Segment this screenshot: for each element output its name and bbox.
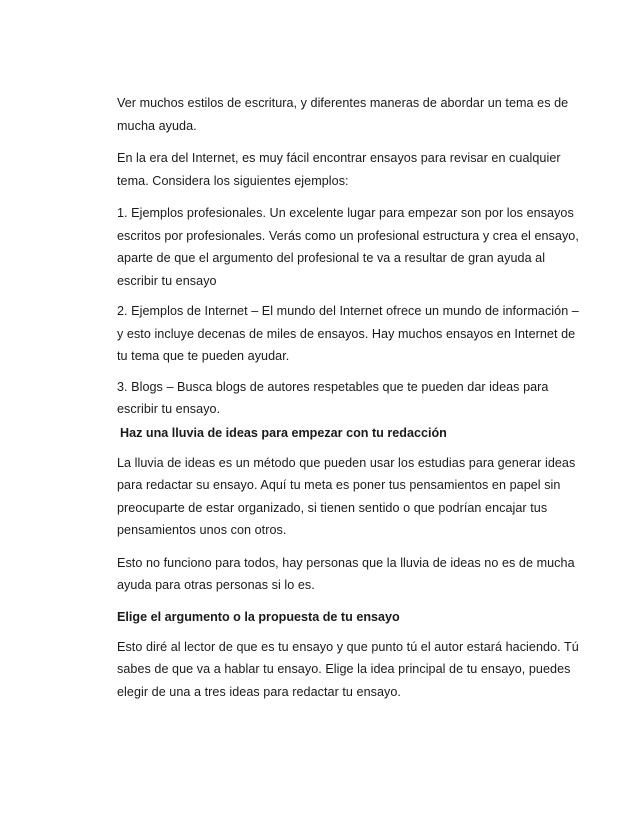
paragraph-styles-intro: Ver muchos estilos de escritura, y diferentes maneras de abordar un tema es de mucha ayuda. (117, 96, 569, 133)
paragraph-internet-examples: 2. Ejemplos de Internet – El mundo del Internet ofrece un mundo de información – y esto incluye decenas de miles de ensayos. Hay muchos ensayos en Internet de tu tema que te pueden ayudar. (117, 304, 579, 363)
paragraph-internet-era: En la era del Internet, es muy fácil encontrar ensayos para revisar en cualquier tema. Considera los siguientes ejemplos: (117, 151, 561, 188)
document-page (117, 92, 587, 703)
paragraph-blogs: 3. Blogs – Busca blogs de autores respetables que te pueden dar ideas para escribir tu ensayo. (117, 379, 549, 416)
paragraph-brainstorm-method: La lluvia de ideas es un método que pueden usar los estudias para generar ideas para redactar su ensayo. Aquí tu meta es poner tus pensamientos en papel sin preocuparte de estar organizado, si tienen sentido o que podrían encajar tus pensamientos unos con otros. (117, 455, 576, 537)
paragraph-thesis: Esto diré al lector de que es tu ensayo y que punto tú el autor estará haciendo. Tú sabes de que va a hablar tu ensayo. Elige la idea principal de tu ensayo, puedes elegir de una a tres ideas para redactar tu ensayo. (117, 639, 579, 699)
heading-choose-argument: Elige el argumento o la propuesta de tu ensayo (117, 609, 400, 624)
paragraph-professional-examples: 1. Ejemplos profesionales. Un excelente lugar para empezar son por los ensayos escritos por profesionales. Verás como un profesional estructura y crea el ensayo, aparte de que el argumento del profesional te va a resultar de gran ayuda al escribir tu ensayo (117, 206, 579, 288)
paragraph-brainstorm-caveat: Esto no funciono para todos, hay personas que la lluvia de ideas no es de mucha ayuda para otras personas si lo es. (117, 555, 575, 592)
heading-brainstorm: Haz una lluvia de ideas para empezar con tu redacción (120, 425, 447, 440)
